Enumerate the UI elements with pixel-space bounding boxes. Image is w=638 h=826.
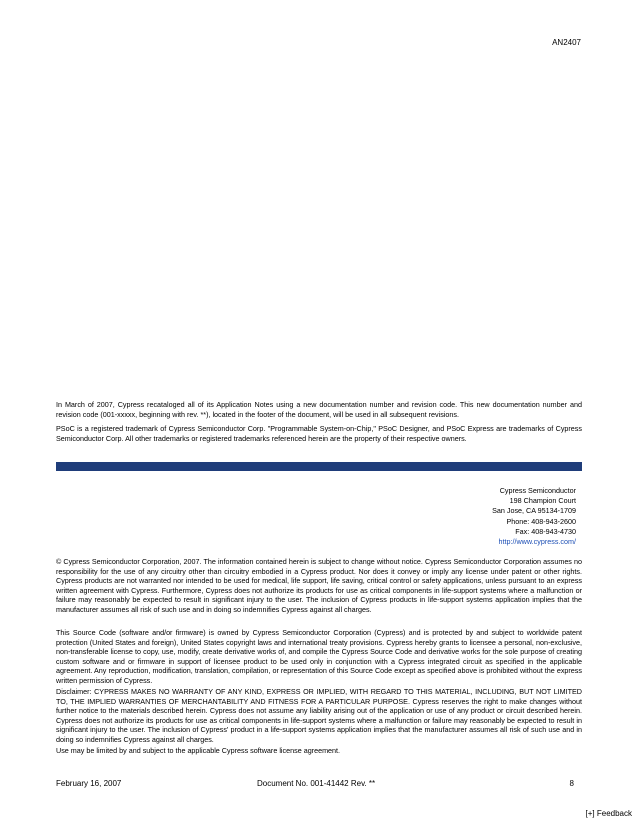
doc-id: AN2407 bbox=[552, 38, 581, 47]
street-address: 198 Champion Court bbox=[509, 496, 576, 506]
footer-document-number: Document No. 001-41442 Rev. ** bbox=[257, 779, 376, 788]
footer-date: February 16, 2007 bbox=[56, 779, 122, 788]
trademark-note: PSoC is a registered trademark of Cypress Semiconductor Corp. "Programmable System-on-Chip," PSoC Designer, and PSoC Express are trademarks of Cypress Semiconductor Corp. All other trademarks or registered trademarks referenced herein are the property of their respective owners. bbox=[56, 424, 582, 443]
feedback-link[interactable]: [+] Feedback bbox=[585, 809, 632, 818]
company-name: Cypress Semiconductor bbox=[499, 486, 576, 495]
recatalog-note: In March of 2007, Cypress recataloged all of its Application Notes using a new documentation number and revision code. This new documentation number and revision code (001-xxxxx, beginning with rev. **), located in the footer of the document, will be used in all subsequent revisions. bbox=[56, 400, 582, 419]
fax-number: Fax: 408-943-4730 bbox=[515, 526, 576, 536]
footer-page-number: 8 bbox=[569, 779, 574, 788]
source-code-notice: This Source Code (software and/or firmware) is owned by Cypress Semiconductor Corporation (Cypress) and is protected by and subject to worldwide patent protection (United States and foreign), United States copyright laws and international treaty provisions. Cypress hereby grants to licensee a personal, non-exclusive, non-transferable license to copy, use, modify, create derivative works of, and compile the Cypress Source Code and derivative works for the sole purpose of creating custom software and or firmware in support of licensee product to be used only in conjunction with a Cypress integrated circuit as specified in the applicable agreement. Any reproduction, modification, translation, compilation, or representation of this Source Code except as specified above is prohibited without the express written permission of Cypress. bbox=[56, 628, 582, 685]
city-address: San Jose, CA 95134-1709 bbox=[492, 506, 576, 516]
copyright-notice: © Cypress Semiconductor Corporation, 2007. The information contained herein is subject to change without notice. Cypress Semiconductor Corporation assumes no responsibility for the use of any circuitry other than circuitry embodied in a Cypress product. Nor does it convey or imply any license under patent or other rights. Cypress products are not warranted nor intended to be used for medical, life support, life saving, critical control or safety applications, unless pursuant to an express written agreement with Cypress. Furthermore, Cypress does not authorize its products for use as critical components in life-support systems where a malfunction or failure may reasonably be expected to result in significant injury to the user. The inclusion of Cypress products in life-support systems application implies that the manufacturer assumes all risk of such use and in doing so indemnifies Cypress against all charges. bbox=[56, 557, 582, 614]
company-website-link[interactable]: http://www.cypress.com/ bbox=[498, 537, 576, 547]
disclaimer-notice: Disclaimer: CYPRESS MAKES NO WARRANTY OF ANY KIND, EXPRESS OR IMPLIED, WITH REGARD TO THIS MATERIAL, INCLUDING, BUT NOT LIMITED TO, THE IMPLIED WARRANTIES OF MERCHANTABILITY AND FITNESS FOR A PARTICULAR PURPOSE. Cypress reserves the right to make changes without further notice to the materials described herein. Cypress does not assume any liability arising out of the application or use of any product or circuit described herein. Cypress does not authorize its products for use as critical components in life-support systems where a malfunction or failure may reasonably be expected to result in significant injury to the user. The inclusion of Cypress' product in a life-support systems application implies that the manufacturer assumes all risk of such use and in doing so indemnifies Cypress against all charges. bbox=[56, 687, 582, 744]
phone-number: Phone: 408-943-2600 bbox=[506, 516, 576, 526]
divider-bar bbox=[56, 462, 582, 471]
license-notice: Use may be limited by and subject to the applicable Cypress software license agreement. bbox=[56, 746, 341, 755]
company-address bbox=[492, 486, 576, 547]
